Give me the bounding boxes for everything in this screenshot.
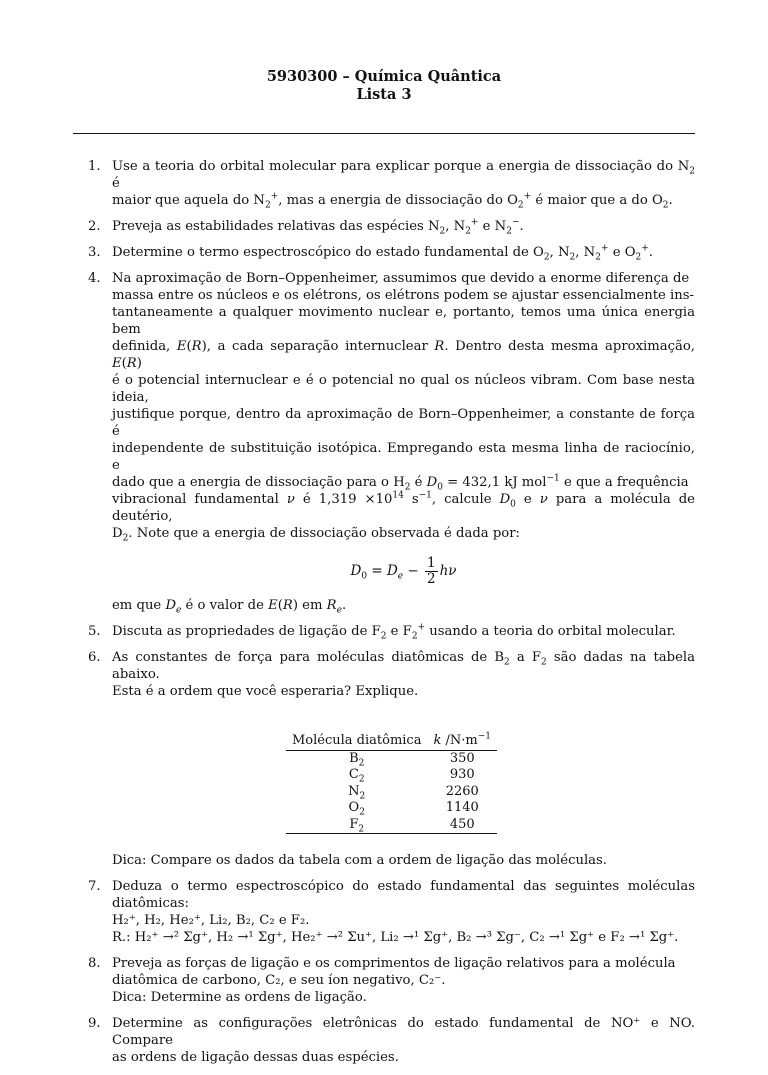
table-row: $F_2$ 450 — [286, 817, 497, 834]
question-number: 3. — [88, 245, 101, 260]
table-row: $O_2$ 1140 — [348, 800, 479, 818]
table-hint: Dica: Compare os dados da tabela com a ordem de ligação das moléculas. — [112, 853, 608, 868]
question-3: 3. Determine o termo espectroscópico do estado fundamental de $O_2$, $N_2$, $N_2^+$ e $O_2^+$. — [88, 243, 653, 263]
table-header-molecule: Molécula diatômica — [286, 733, 427, 750]
question-list — [88, 158, 695, 1075]
table-row: $B_2$ 350 — [349, 750, 475, 769]
fraction: $\frac{1}{2}$ — [427, 555, 436, 587]
question-9: 9. Determine as configurações eletrônicas do estado fundamental de NO⁺ e NO. Compare as ordens de ligação dessas duas espécies. — [88, 1016, 695, 1065]
horizontal-rule — [73, 133, 695, 134]
page-subtitle: Lista 3 — [356, 86, 412, 103]
table-row: $C_2$ 930 — [348, 767, 475, 785]
hint-line: Dica: Determine as ordens de ligação. — [112, 990, 367, 1005]
page-title: 5930300 – Química Quântica — [266, 68, 502, 85]
question-2: 2. Preveja as estabilidades relativas das espécies $N_2$, $N_2^+$ e $N_2^-$. — [88, 217, 524, 237]
question-number: 7. — [88, 879, 101, 894]
question-number: 9. — [88, 1016, 101, 1031]
answer-line: R.: H₂⁺ →² Σg⁺, H₂ →¹ Σg⁺, He₂⁺ →² Σu⁺, Li₂ →¹ Σg⁺, B₂ →³ Σg⁻, C₂ →¹ Σg⁺ e F₂ →¹ Σg⁺. — [112, 930, 679, 945]
question-1: 1. Use a teoria do orbital molecular para explicar porque a energia de dissociação do $N_2$ é maior que aquela do $N_2^+$, mas a energia de dissociação do $O_2^+$ é maior que a do $O_2$. — [88, 159, 695, 211]
force-constants-table — [286, 733, 497, 834]
question-number: 4. — [88, 271, 101, 286]
question-number: 1. — [88, 159, 101, 174]
question-number: 5. — [88, 624, 101, 639]
question-7: 7. Deduza o termo espectroscópico do estado fundamental das seguintes moléculas diatômicas: H₂⁺, H₂, He₂⁺, Li₂, B₂, C₂ e F₂. R.: H₂⁺ →² Σg⁺, H₂ →¹ Σg⁺, He₂⁺ →² Σu⁺, Li₂ →¹ Σg⁺, B₂ →³ Σg⁻, C₂ →¹ Σg⁺ e F₂ →¹ Σg⁺. — [88, 879, 695, 945]
dissociation-equation: $D_0 = D_e$ − $\frac{1}{2}$ hν — [350, 555, 457, 587]
question-4: 4. Na aproximação de Born–Oppenheimer, assumimos que devido a enorme diferença de massa entre os núcleos e os elétrons, os elétrons podem se ajustar essencialmente ins- tantaneamente a qualquer movimento nuclear e, portanto, temos uma única energia bem definida, E(R), a cada separação internuclear R. Dentro desta mesma aproximação, E(R) é o potencial internuclear e é o potencial no qual os núcleos vibram. Com base nesta ideia, justifique porque, dentro da aproximação de Born–Oppenheimer, a constante de força é independente de substituição isotópica. Empregando esta mesma linha de raciocínio, e dado que a energia de dissociação para o $H_2$ é $D_0 = 432,1$ kJ mol$^{-1}$ e que a frequência vibracional fundamental ν é $1,319 \times 10^{14}$ $s^{-1}$, calcule $D_0$ e ν para a molécula de deutério, $D_2$. Note que a energia de dissociação observada é dada por: $D_0 = D_e$ − $\frac{1}{2}$ hν em que $D_e$ é o valor de E(R) em $R_e$. — [88, 271, 695, 616]
header — [0, 68, 768, 104]
question-5: 5. Discuta as propriedades de ligação de $F_2$ e $F_2^+$ usando a teoria do orbital molecular. — [88, 622, 676, 642]
table-row: $N_2$ 2260 — [348, 783, 479, 802]
question-number: 2. — [88, 219, 101, 234]
question-number: 6. — [88, 650, 101, 665]
question-6: 6. As constantes de força para moléculas diatômicas de $B_2$ a $F_2$ são dadas na tabela abaixo. Esta é a ordem que você esperaria? Explique. Molécula diatômica k $/N\cdot m^{-1}$ $B_2$ 350 $C_2$ 930 $N_2$ 2260 $O_2$ 1140 $F_2$ 450 Dica: Compare os dados da tabela com a ordem de ligação das moléculas. — [88, 650, 695, 868]
question-number: 8. — [88, 956, 101, 971]
question-8: 8. Preveja as forças de ligação e os comprimentos de ligação relativos para a molécula diatômica de carbono, C₂, e seu íon negativo, C₂⁻. Dica: Determine as ordens de ligação. — [88, 955, 695, 1006]
table-header-k: k $/N\cdot m^{-1}$ — [427, 733, 497, 750]
